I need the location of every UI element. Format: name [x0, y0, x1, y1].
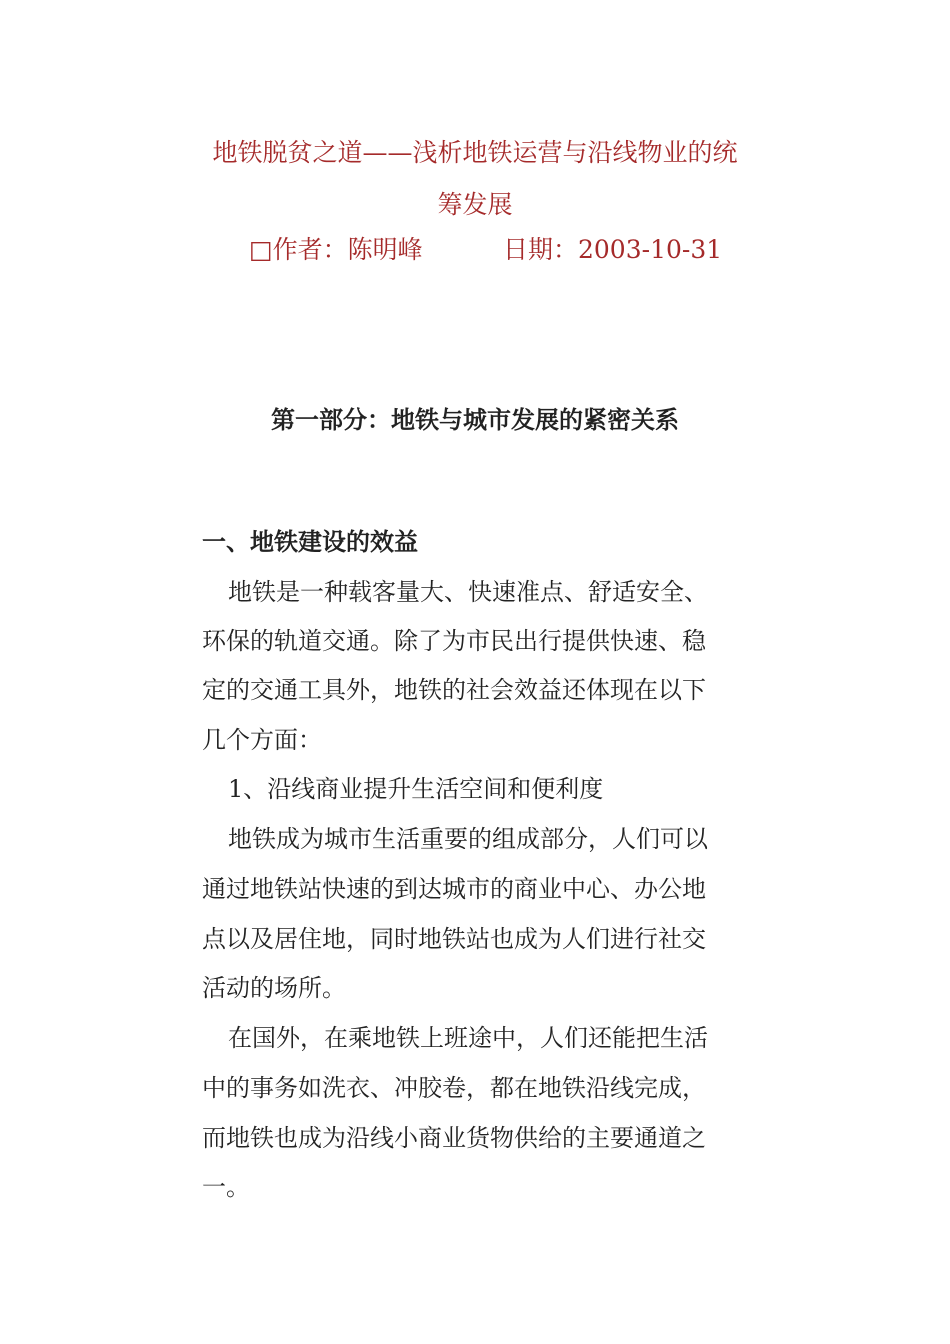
- paragraph-1-line: 地铁是一种载客量大、快速准点、舒适安全、: [228, 578, 708, 606]
- paragraph-1-line: 几个方面：: [202, 726, 322, 754]
- section-heading: 一、地铁建设的效益: [202, 527, 418, 556]
- paragraph-2-line: 地铁成为城市生活重要的组成部分，人们可以: [228, 825, 708, 853]
- document-title: [150, 127, 800, 231]
- byline: [0, 228, 950, 272]
- author-label: □作者：陈明峰: [249, 235, 423, 264]
- paragraph-1-line: 定的交通工具外，地铁的社会效益还体现在以下: [202, 676, 706, 704]
- title-line-2: 筹发展: [437, 190, 513, 219]
- paragraph-3-line: 中的事务如洗衣、冲胶卷，都在地铁沿线完成，: [202, 1074, 706, 1102]
- paragraph-2-line: 通过地铁站快速的到达城市的商业中心、办公地: [202, 875, 706, 903]
- subheading-1: 1、沿线商业提升生活空间和便利度: [228, 775, 604, 803]
- paragraph-3-line: 一。: [202, 1173, 250, 1201]
- paragraph-2-line: 活动的场所。: [202, 974, 346, 1002]
- paragraph-1-line: 环保的轨道交通。除了为市民出行提供快速、稳: [202, 627, 706, 655]
- title-line-1: 地铁脱贫之道——浅析地铁运营与沿线物业的统: [212, 138, 738, 167]
- date-label: 日期：2003-10-31: [503, 235, 723, 264]
- paragraph-3-line: 而地铁也成为沿线小商业货物供给的主要通道之: [202, 1124, 706, 1152]
- paragraph-2-line: 点以及居住地，同时地铁站也成为人们进行社交: [202, 925, 706, 953]
- part-heading: 第一部分：地铁与城市发展的紧密关系: [271, 405, 679, 434]
- paragraph-3-line: 在国外，在乘地铁上班途中，人们还能把生活: [228, 1024, 708, 1052]
